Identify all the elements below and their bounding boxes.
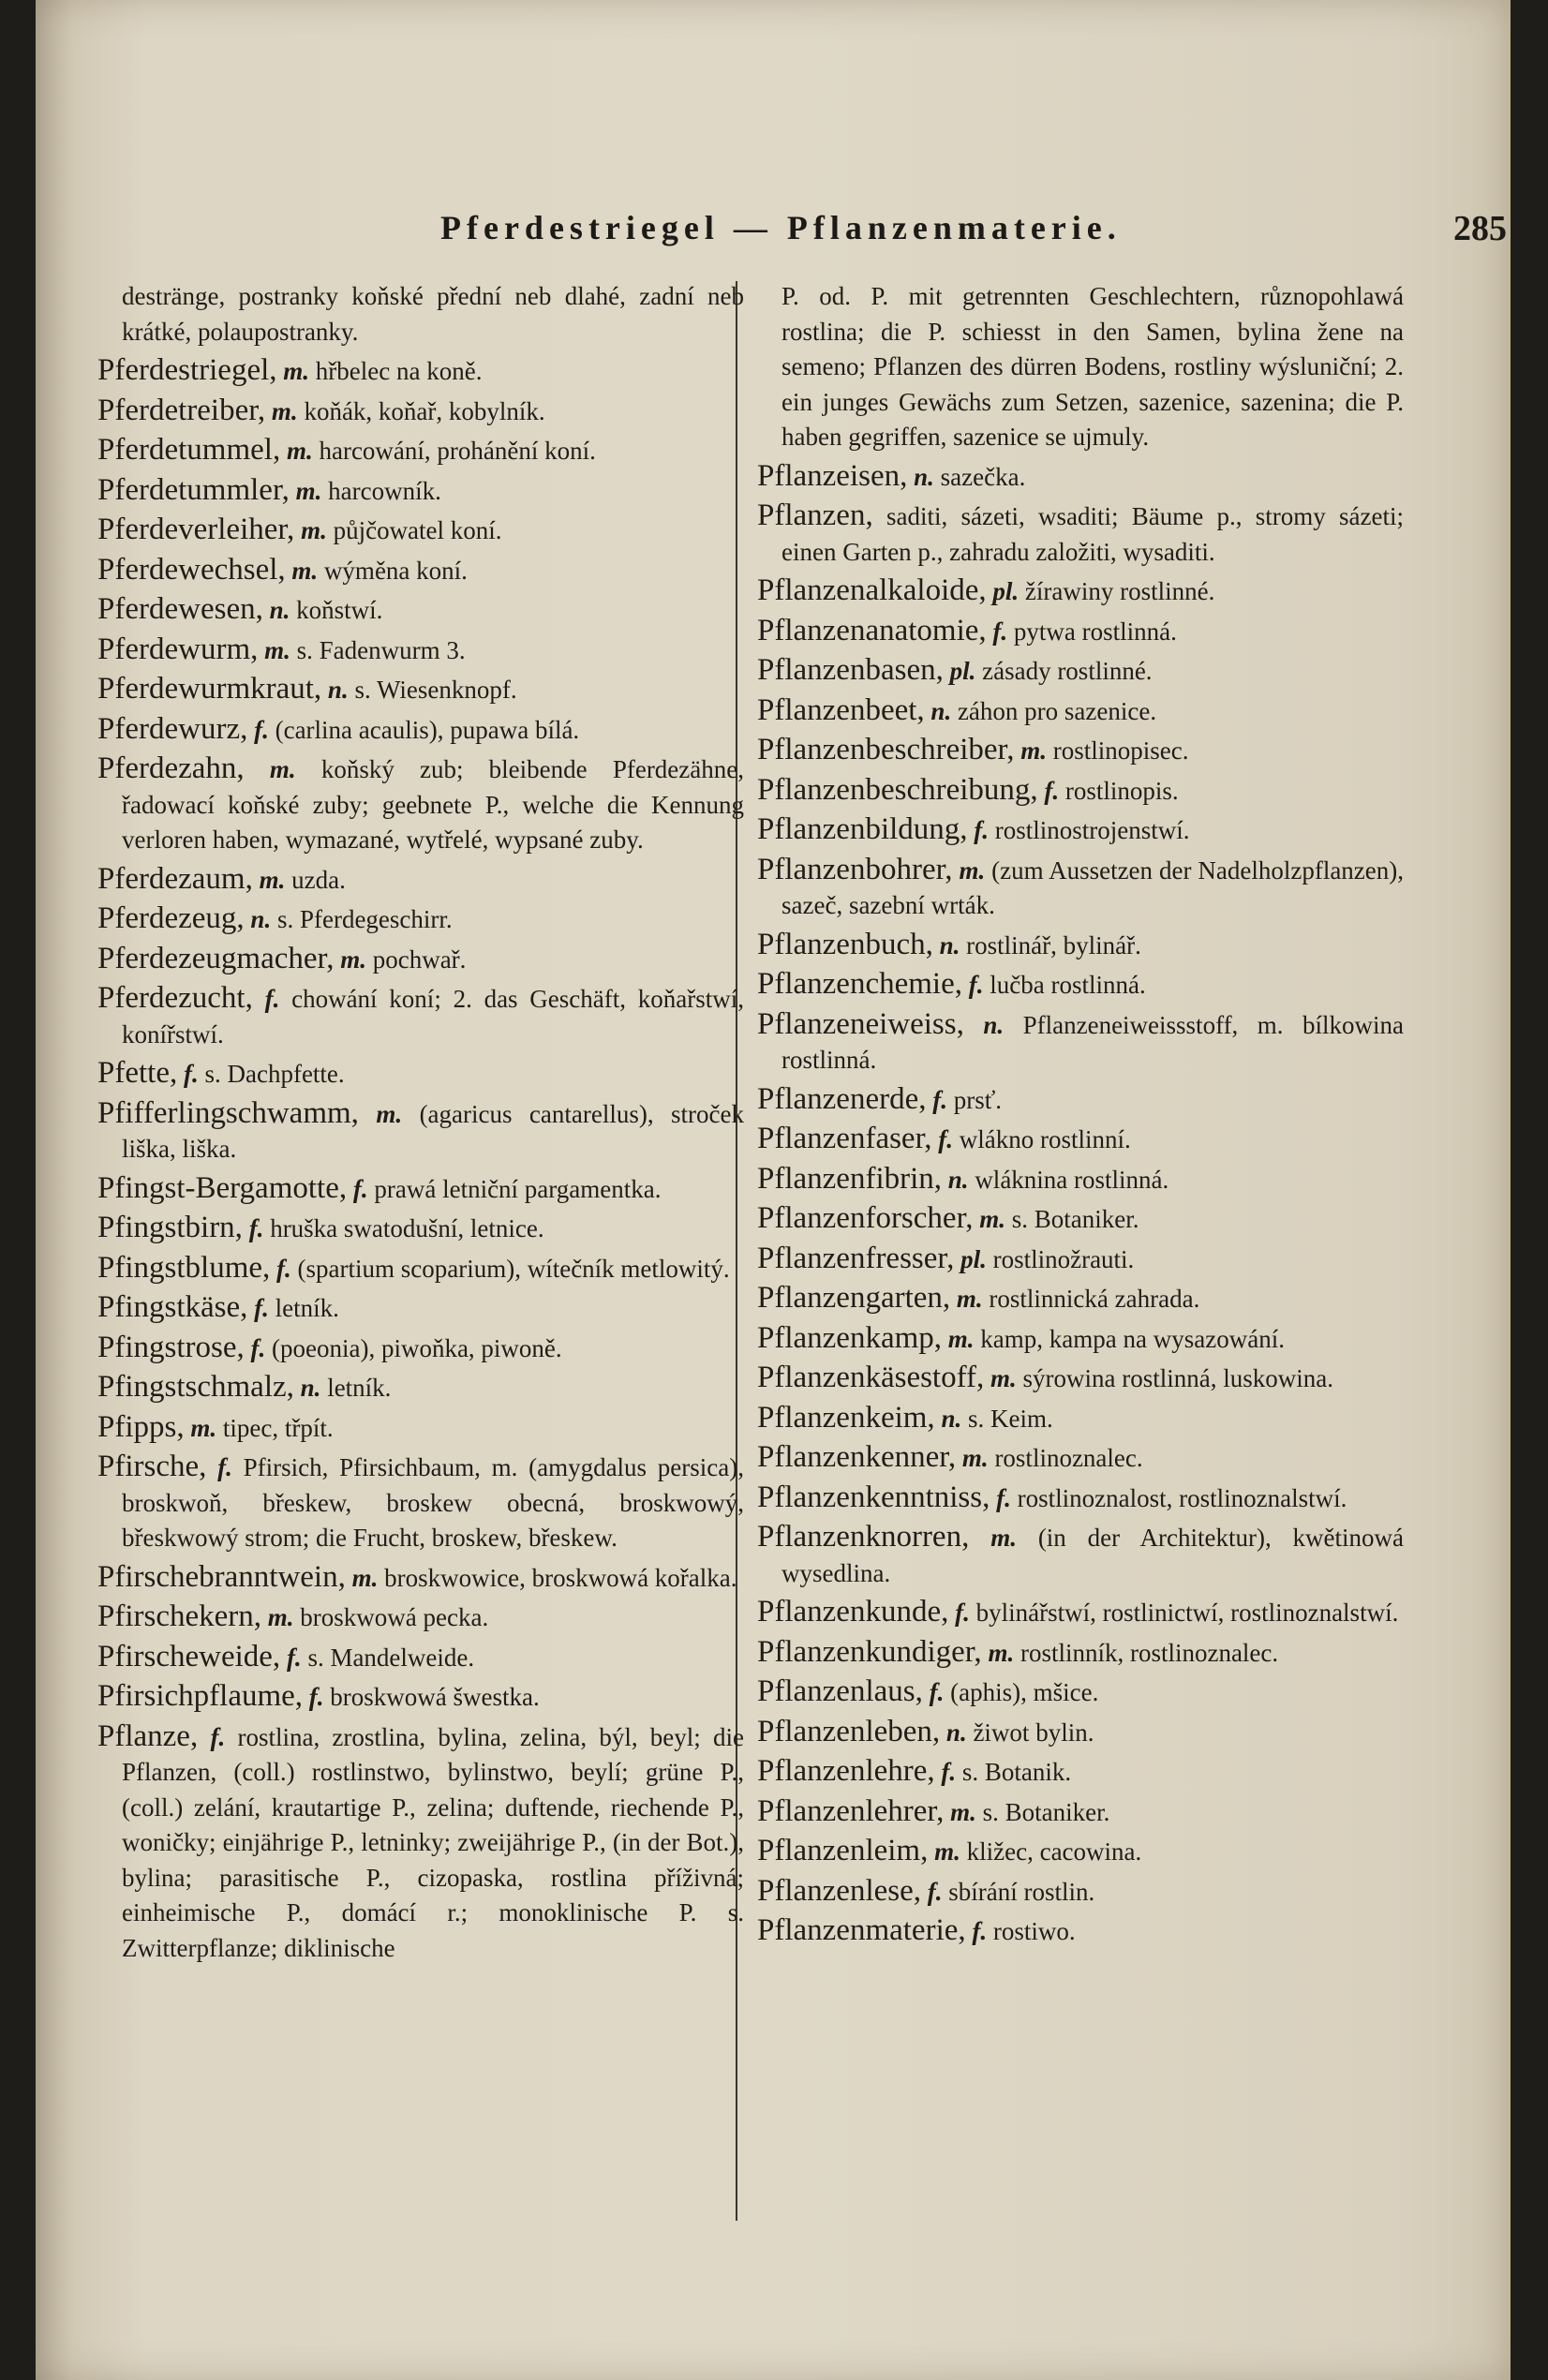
headword: Pflanzenmaterie, [757, 1913, 966, 1947]
dictionary-entry [97, 1640, 744, 1676]
grammar-label: f. [217, 1453, 232, 1481]
grammar-label: n. [945, 1718, 967, 1747]
dictionary-entry [97, 473, 744, 510]
headword: Pferdetummler, [97, 472, 290, 507]
grammar-label: m. [990, 1524, 1017, 1552]
headword: Pferdewurmkraut, [97, 672, 322, 706]
grammar-label: m. [269, 755, 296, 783]
left-column [97, 279, 744, 1970]
definition-text: destränge, postranky koňské přední neb dlahé, zadní neb krátké, polaupostranky. [122, 282, 744, 346]
dictionary-entry [97, 1211, 744, 1247]
grammar-label: f. [276, 1254, 291, 1283]
grammar-label: f. [941, 1758, 957, 1786]
grammar-label: m. [934, 1837, 960, 1866]
headword: Pflanzenbohrer, [757, 852, 953, 886]
dictionary-entry [757, 928, 1404, 964]
headword: Pflanzenlese, [757, 1873, 922, 1908]
definition-text: rostlina, zrostlina, bylina, zelina, býl, beyl; die Pflanzen, (coll.) rostlinstwo, bylinstwo, beylí; grüne P., (coll.) zelání, krautartige P., zelina; duftende, riechende P., woničky; einjährige P., letninky; zweijährige P., (in der Bot.), bylina; parasitische P., cizopaska, rostlina příživná; einheimische P., domácí r.; monoklinische P. s. Zwitterpflanze; diklinische [122, 1722, 745, 1962]
definition-text: s. Fadenwurm 3. [296, 635, 466, 664]
headword: Pfette, [97, 1056, 178, 1090]
dictionary-entry [97, 1450, 744, 1556]
dictionary-entry [757, 853, 1404, 924]
dictionary-entry [97, 1251, 744, 1287]
definition-text: hruška swatodušní, letnice. [270, 1214, 544, 1242]
definition-text: rostlinník, rostlinoznalec. [1020, 1638, 1279, 1667]
dictionary-entry [757, 773, 1404, 810]
headword: Pflanzenknorren, [757, 1520, 970, 1554]
grammar-label: m. [956, 1285, 983, 1313]
grammar-label: f. [972, 1917, 988, 1945]
headword: Pferdestriegel, [97, 353, 277, 387]
headword: Pflanzenalkaloide, [757, 573, 987, 607]
grammar-label: f. [996, 1483, 1011, 1512]
grammar-label: m. [271, 396, 298, 425]
grammar-label: m. [376, 1099, 403, 1128]
definition-text: rostlinopisec. [1052, 736, 1189, 765]
definition-text: lučba rostlinná. [990, 971, 1146, 999]
headword: Pfingstbirn, [97, 1211, 243, 1244]
definition-text: koňstwí. [296, 596, 383, 624]
headword: Pflanzengarten, [757, 1281, 951, 1315]
grammar-label: f. [183, 1060, 199, 1088]
dictionary-entry [757, 1715, 1404, 1751]
headword: Pflanzenkunde, [757, 1595, 949, 1629]
definition-text: prawá letniční pargamentka. [374, 1174, 662, 1203]
dictionary-entry [97, 672, 744, 708]
headword: Pflanzenkäsestoff, [757, 1361, 985, 1394]
definition-text: s. Botaniker. [1011, 1205, 1139, 1233]
headword: Pferdetummel, [97, 433, 281, 467]
grammar-label: f. [927, 1877, 943, 1906]
grammar-label: f. [938, 1125, 953, 1153]
grammar-label: n. [983, 1010, 1005, 1039]
dictionary-entry [97, 1056, 744, 1093]
grammar-label: f. [210, 1722, 226, 1751]
definition-text: sazečka. [940, 462, 1026, 491]
definition-text: tipec, třpít. [222, 1413, 334, 1442]
definition-text: wláknina rostlinná. [975, 1165, 1169, 1194]
headword: Pfingstrose, [97, 1330, 245, 1364]
headword: Pflanzenbasen, [757, 653, 944, 687]
headword: Pferdewurz, [97, 711, 248, 746]
dictionary-entry [97, 592, 744, 629]
grammar-label: n. [269, 596, 290, 624]
headword: Pferdezeugmacher, [97, 941, 335, 975]
right-column [757, 279, 1404, 1954]
headword: Pflanzenleben, [757, 1714, 941, 1748]
page-header [401, 208, 1507, 257]
dictionary-entry [757, 733, 1404, 769]
grammar-label: n. [930, 696, 952, 725]
dictionary-entry [97, 353, 744, 390]
headword: Pflanzenkamp, [757, 1320, 943, 1355]
dictionary-entry [97, 1719, 744, 1967]
grammar-label: m. [988, 1638, 1015, 1667]
grammar-label: m. [947, 1324, 975, 1353]
headword: Pflanzenerde, [757, 1081, 927, 1116]
grammar-label: m. [283, 357, 310, 385]
definition-text: Pflanzeneiweissstoff, m. bílkowina rostlinná. [781, 1010, 1405, 1074]
dictionary-entry [97, 862, 744, 899]
dictionary-entry [97, 1599, 744, 1636]
definition-text: s. Mandelweide. [307, 1643, 475, 1672]
headword: Pflanzenbildung, [757, 812, 968, 846]
definition-text: chowání koní; 2. das Geschäft, koňařstwí, konířstwí. [122, 985, 744, 1049]
dictionary-entry [97, 1331, 744, 1367]
definition-text: půjčowatel koní. [333, 516, 502, 544]
headword: Pferdetreiber, [97, 393, 266, 427]
grammar-label: f. [352, 1174, 368, 1203]
definition-text: rostiwo. [992, 1917, 1076, 1945]
headword: Pferdewesen, [97, 592, 263, 626]
grammar-label: pl. [960, 1244, 987, 1273]
dictionary-entry [757, 1007, 1404, 1078]
running-head: Pferdestriegel — Pflanzenmaterie. [440, 209, 1122, 246]
grammar-label: f. [929, 1678, 945, 1706]
grammar-label: f. [974, 816, 990, 844]
definition-text: sbírání rostlin. [948, 1877, 1095, 1906]
dictionary-entry [757, 1440, 1404, 1477]
dictionary-entry [757, 1162, 1404, 1198]
dictionary-entry [757, 1401, 1404, 1437]
dictionary-entry [97, 553, 744, 589]
dictionary-entry [757, 1635, 1404, 1672]
dictionary-entry [757, 1520, 1404, 1591]
definition-text: pytwa rostlinná. [1013, 617, 1177, 646]
headword: Pflanzenbeschreibung, [757, 772, 1038, 807]
headword: Pflanzenfaser, [757, 1122, 932, 1155]
definition-text: koňák, koňař, kobylník. [304, 396, 545, 425]
dictionary-entry [757, 653, 1404, 690]
grammar-label: m. [259, 865, 286, 894]
headword: Pflanzenlaus, [757, 1674, 923, 1708]
definition-text: kližec, cacowina. [966, 1837, 1142, 1866]
definition-text: harcowník. [328, 476, 441, 505]
grammar-label: f. [308, 1683, 324, 1711]
headword: Pflanzenforscher, [757, 1201, 974, 1235]
dictionary-entry [97, 942, 744, 978]
definition-text: (agaricus cantarellus), stroček liška, liška. [122, 1099, 745, 1163]
definition-text: broskwowá pecka. [300, 1603, 489, 1631]
definition-text: rostlinář, bylinář. [966, 930, 1141, 959]
definition-text: zásady rostlinné. [982, 657, 1153, 685]
grammar-label: pl. [992, 577, 1020, 605]
grammar-label: m. [264, 635, 290, 664]
grammar-label: m. [351, 1563, 379, 1592]
definition-text: saditi, sázeti, wsaditi; Bäume p., stromy sázeti; einen Garten p., zahradu založiti, wysaditi. [781, 502, 1405, 566]
grammar-label: m. [301, 516, 327, 544]
grammar-label: f. [1044, 776, 1060, 805]
headword: Pflanzenbeschreiber, [757, 733, 1015, 766]
headword: Pfirsche, [97, 1450, 207, 1483]
dictionary-entry [757, 459, 1404, 496]
dictionary-entry [757, 1794, 1404, 1831]
dictionary-entry [757, 1201, 1404, 1238]
dictionary-entry [97, 1370, 744, 1406]
dictionary-entry [97, 1096, 744, 1168]
grammar-label: f. [968, 971, 984, 999]
grammar-label: m. [1020, 736, 1047, 765]
grammar-label: m. [950, 1797, 976, 1826]
headword: Pflanzeisen, [757, 458, 908, 493]
definition-text: wýměna koní. [323, 556, 468, 585]
definition-text: pochwař. [372, 945, 467, 974]
definition-text: hřbelec na koně. [315, 357, 483, 385]
page-number: 285 [1453, 209, 1507, 248]
definition-text: harcowání, prohánění koní. [319, 437, 596, 465]
definition-text: (zum Aussetzen der Nadelholzpflanzen), sazeč, sazební wrták. [781, 855, 1405, 919]
grammar-label: f. [250, 1333, 266, 1362]
definition-text: (poeonia), piwoňka, piwoně. [272, 1333, 562, 1362]
grammar-label: n. [947, 1165, 969, 1194]
definition-text: rostlinoznalec. [994, 1444, 1143, 1472]
dictionary-entry [757, 1834, 1404, 1870]
headword: Pflanzen, [757, 498, 873, 532]
grammar-label: m. [295, 476, 322, 505]
headword: Pflanzenkeim, [757, 1400, 935, 1435]
dictionary-entry [757, 1480, 1404, 1517]
grammar-label: n. [914, 462, 934, 491]
dictionary-page [36, 0, 1511, 2380]
grammar-label: n. [939, 930, 960, 959]
headword: Pflanzenlehrer, [757, 1793, 945, 1828]
dictionary-entry [757, 693, 1404, 730]
grammar-label: pl. [949, 657, 976, 685]
grammar-label: m. [959, 855, 986, 885]
dictionary-entry [757, 614, 1404, 650]
definition-text: koňský zub; bleibende Pferdezähne, řadowací koňské zuby; geebnete P., welche die Kennung verloren haben, wymazané, wytřelé, wypsané zuby. [122, 755, 744, 854]
dictionary-entry [757, 1281, 1404, 1317]
headword: Pflanzenbeet, [757, 692, 925, 727]
dictionary-entry [757, 812, 1404, 849]
headword: Pfifferlingschwamm, [97, 1095, 359, 1130]
definition-text: rostlinožrauti. [992, 1244, 1135, 1273]
dictionary-entry [757, 1754, 1404, 1791]
definition-text: prsť. [953, 1085, 1003, 1114]
grammar-label: m. [961, 1444, 989, 1472]
dictionary-entry [97, 1171, 744, 1208]
definition-text: P. od. P. mit getrennten Geschlechtern, různopohlawá rostlina; die P. schiesst in den Samen, bylina žene na semeno; Pflanzen des dürren Bodens, rostliny wýsluniční; 2. ein junges Gewächs zum Setzen, sazenice, sazenina; die P. haben gegriffen, sazenice se ujmuly. [781, 282, 1404, 451]
definition-text: (in der Architektur), kwětinowá wysedlina. [781, 1524, 1405, 1587]
dictionary-entry [97, 1679, 744, 1716]
dictionary-entry [97, 1290, 744, 1327]
headword: Pferdewechsel, [97, 552, 286, 587]
entry-continuation [97, 279, 744, 350]
headword: Pferdezeug, [97, 901, 245, 935]
grammar-label: m. [286, 437, 313, 465]
definition-text: letník. [327, 1374, 392, 1402]
headword: Pfingst-Bergamotte, [97, 1170, 348, 1205]
grammar-label: f. [254, 1294, 269, 1322]
definition-text: broskwowice, broskwowá kořalka. [384, 1563, 737, 1592]
dictionary-entry [97, 632, 744, 669]
grammar-label: n. [941, 1404, 962, 1433]
dictionary-entry [757, 1595, 1404, 1631]
definition-text: s. Botanik. [961, 1758, 1072, 1786]
definition-text: žiwot bylin. [973, 1718, 1094, 1747]
definition-text: (spartium scoparium), wítečník metlowitý. [297, 1254, 730, 1283]
grammar-label: f. [286, 1643, 302, 1672]
headword: Pflanzenkenntniss, [757, 1480, 990, 1514]
grammar-label: m. [990, 1364, 1017, 1392]
definition-text: rostlinopis. [1064, 776, 1179, 805]
definition-text: s. Botaniker. [982, 1797, 1110, 1826]
grammar-label: m. [190, 1413, 217, 1442]
definition-text: bylinářstwí, rostlinictwí, rostlinoznalstwí. [975, 1599, 1399, 1627]
definition-text: rostlinostrojenstwí. [994, 816, 1190, 844]
headword: Pfingstkäse, [97, 1290, 248, 1324]
definition-text: záhon pro sazenice. [957, 696, 1157, 725]
definition-text: wlákno rostlinní. [959, 1125, 1131, 1153]
headword: Pflanzenkenner, [757, 1440, 957, 1474]
headword: Pferdewurm, [97, 632, 259, 666]
headword: Pferdezahn, [97, 751, 245, 785]
definition-text: kamp, kampa na wysazowání. [980, 1324, 1285, 1353]
grammar-label: f. [992, 617, 1008, 646]
dictionary-entry [757, 1321, 1404, 1358]
headword: Pferdeverleiher, [97, 513, 295, 546]
definition-text: s. Pferdegeschirr. [276, 905, 453, 933]
headword: Pflanzenbuch, [757, 927, 933, 961]
dictionary-entry [757, 498, 1404, 570]
grammar-label: n. [327, 676, 349, 704]
definition-text: letník. [275, 1294, 339, 1322]
headword: Pflanzenchemie, [757, 967, 962, 1001]
dictionary-entry [757, 1361, 1404, 1397]
headword: Pfingstblume, [97, 1250, 271, 1285]
headword: Pflanzenanatomie, [757, 613, 987, 647]
definition-text: žírawiny rostlinné. [1024, 577, 1215, 605]
dictionary-entry [97, 394, 744, 430]
dictionary-entry [757, 1913, 1404, 1950]
grammar-label: f. [264, 985, 280, 1013]
dictionary-entry [97, 981, 744, 1052]
dictionary-entry [757, 967, 1404, 1004]
headword: Pfirscheweide, [97, 1639, 281, 1673]
grammar-label: n. [250, 905, 272, 933]
headword: Pfirsichpflaume, [97, 1679, 304, 1713]
headword: Pflanzenleim, [757, 1834, 929, 1867]
definition-text: sýrowina rostlinná, luskowina. [1022, 1364, 1333, 1392]
grammar-label: f. [248, 1214, 264, 1242]
grammar-label: f. [932, 1085, 947, 1114]
grammar-label: m. [267, 1603, 294, 1631]
dictionary-entry [97, 712, 744, 749]
grammar-label: n. [300, 1374, 321, 1402]
grammar-label: f. [955, 1599, 970, 1627]
definition-text: Pfirsich, Pfirsichbaum, m. (amygdalus persica), broskwoň, břeskew, broskew obecná, broskwowý, břeskwowý strom; die Frucht, broskew, břeskew. [122, 1453, 745, 1552]
headword: Pflanzenlehre, [757, 1754, 935, 1788]
headword: Pfirschebranntwein, [97, 1559, 346, 1594]
dictionary-entry [97, 513, 744, 549]
dictionary-entry [97, 751, 744, 858]
definition-text: rostlinoznalost, rostlinoznalstwí. [1017, 1483, 1347, 1512]
headword: Pfipps, [97, 1409, 185, 1444]
definition-text: s. Dachpfette. [204, 1060, 345, 1088]
grammar-label: f. [254, 715, 269, 744]
definition-text: rostlinnická zahrada. [989, 1285, 1200, 1313]
headword: Pflanzenfibrin, [757, 1161, 943, 1196]
headword: Pfingstschmalz, [97, 1370, 294, 1404]
dictionary-entry [757, 1242, 1404, 1278]
definition-text: (aphis), mšice. [950, 1678, 1099, 1706]
definition-text: s. Keim. [967, 1404, 1053, 1433]
definition-text: (carlina acaulis), pupawa bílá. [275, 715, 580, 744]
definition-text: broskwowá šwestka. [330, 1683, 540, 1711]
dictionary-entry [97, 901, 744, 938]
definition-text: uzda. [291, 865, 346, 894]
definition-text: s. Wiesenknopf. [354, 676, 517, 704]
dictionary-entry [757, 1874, 1404, 1911]
dictionary-entry [757, 573, 1404, 610]
grammar-label: m. [291, 556, 319, 585]
headword: Pflanzenkundiger, [757, 1634, 982, 1669]
headword: Pflanzeneiweiss, [757, 1006, 964, 1041]
grammar-label: m. [340, 945, 366, 974]
dictionary-entry [757, 1122, 1404, 1158]
dictionary-entry [97, 433, 744, 469]
grammar-label: m. [979, 1205, 1005, 1233]
dictionary-entry [757, 1674, 1404, 1711]
headword: Pfirschekern, [97, 1599, 262, 1633]
entry-continuation [757, 279, 1404, 455]
dictionary-entry [97, 1560, 744, 1597]
headword: Pferdezucht, [97, 981, 253, 1015]
headword: Pflanzenfresser, [757, 1241, 955, 1275]
dictionary-entry [757, 1082, 1404, 1119]
dictionary-entry [97, 1410, 744, 1447]
headword: Pferdezaum, [97, 861, 253, 896]
headword: Pflanze, [97, 1718, 199, 1753]
